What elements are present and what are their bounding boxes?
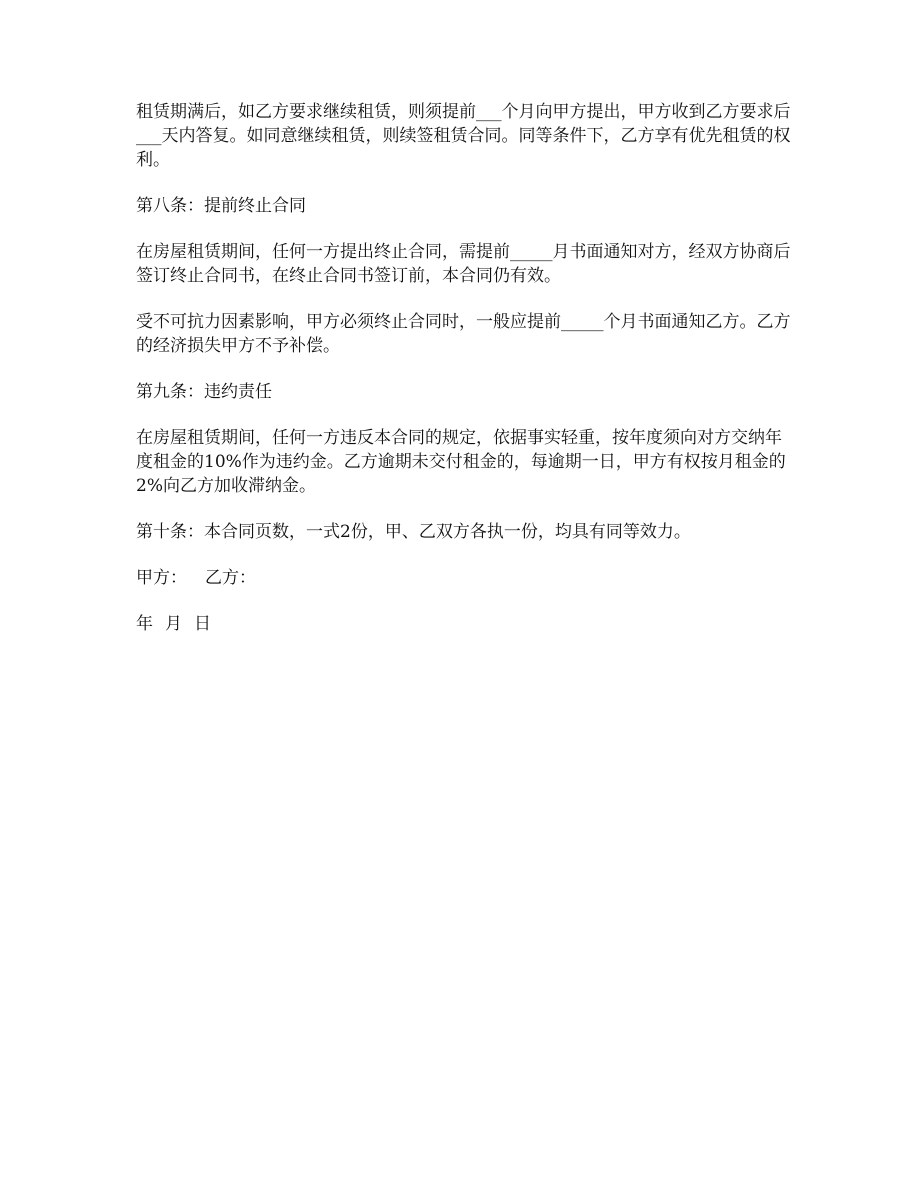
date-month-label: 月 (165, 614, 182, 634)
date-line (136, 612, 791, 636)
party-b-label: 乙方： (205, 568, 256, 588)
renewal-paragraph: 租赁期满后，如乙方要求继续租赁，则须提前___个月向甲方提出，甲方收到乙方要求后___天内答复。如同意继续租赁，则续签租赁合同。同等条件下，乙方享有优先租赁的权利。 (136, 102, 791, 170)
article-8-paragraph-2: 受不可抗力因素影响，甲方必须终止合同时，一般应提前_____个月书面通知乙方。乙方的经济损失甲方不予补偿。 (136, 312, 791, 356)
date-day-label: 日 (194, 614, 211, 634)
article-8-heading: 第八条：提前终止合同 (136, 196, 306, 216)
signature-line (136, 566, 791, 590)
article-9-heading: 第九条：违约责任 (136, 382, 272, 402)
article-9-paragraph: 在房屋租赁期间，任何一方违反本合同的规定，依据事实轻重，按年度须向对方交纳年度租金的10%作为违约金。乙方逾期未交付租金的，每逾期一日，甲方有权按月租金的2%向乙方加收滞纳金。 (136, 428, 786, 496)
document-body (136, 100, 791, 658)
party-a-label: 甲方： (136, 568, 187, 588)
article-8-paragraph-1: 在房屋租赁期间，任何一方提出终止合同，需提前_____月书面通知对方，经双方协商后签订终止合同书，在终止合同书签订前，本合同仍有效。 (136, 242, 791, 286)
date-year-label: 年 (136, 614, 153, 634)
article-10-paragraph: 第十条：本合同页数，一式2份，甲、乙双方各执一份，均具有同等效力。 (136, 522, 691, 542)
